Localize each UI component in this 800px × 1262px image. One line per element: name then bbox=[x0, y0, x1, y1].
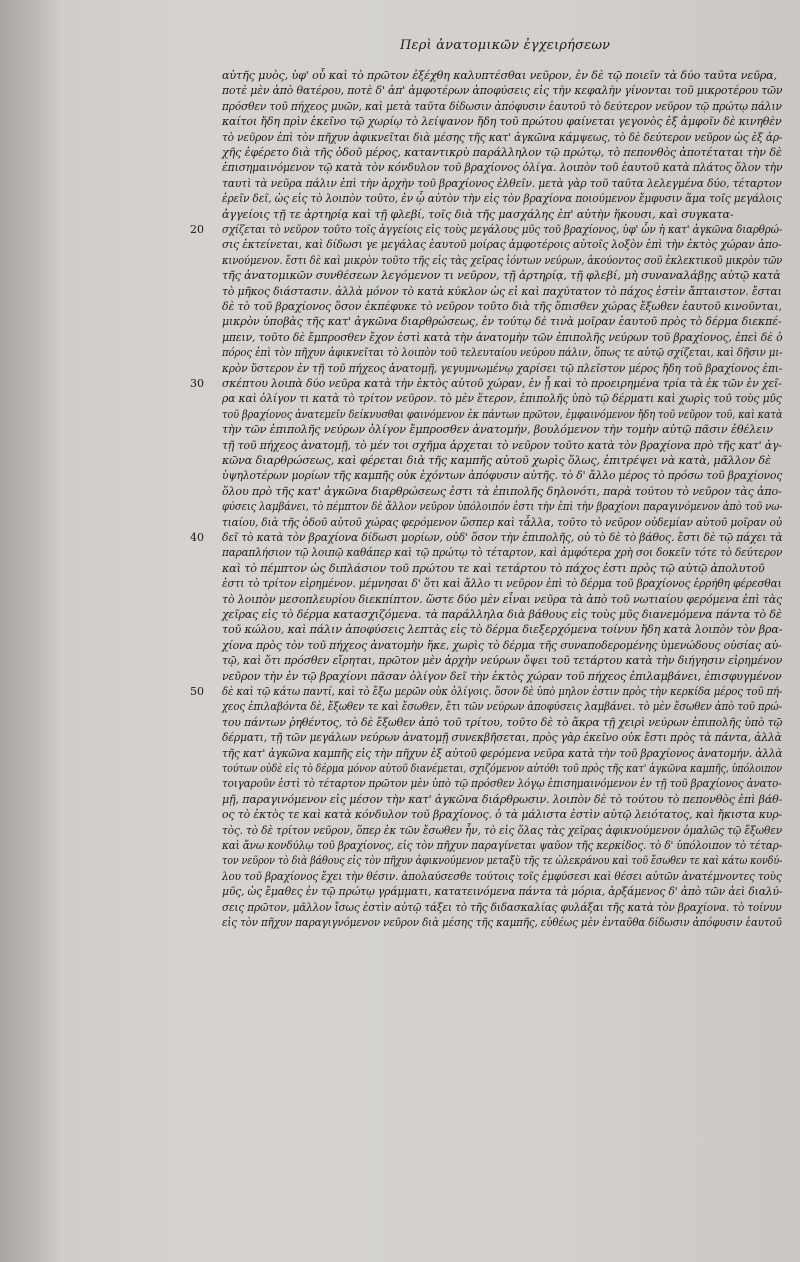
text-line: κινούμενον. ἔστι δὲ καὶ μικρὸν τοῦτο τῆς εἰς τὰς χεῖρας ἰόντων νεύρων, ἀκούοντος σοῦ ἐκλεκτικοῦ μικρὸν τῶν bbox=[222, 253, 783, 267]
text-line: δέρματι, τῇ τῶν μεγάλων νεύρων ἀνατομῇ συνεκβῆσεται, πρὸς γὰρ ἐκεῖνο οὐκ ἔστι πρὸς τὰ πάντα, ἀλλὰ bbox=[222, 731, 782, 745]
text-line: μικρὸν ὑποβὰς τῆς κατ' ἀγκῶνα διαρθρώσεως, ἐν τούτῳ δὲ τινὰ μοῖραν ἑαυτοῦ πρὸς τὸ δέρμα διεκπέ- bbox=[222, 315, 782, 329]
text-line: ποτὲ μὲν ἀπὸ θατέρου, ποτὲ δ' ἀπ' ἀμφοτέρων ἀποφύσεις εἰς τὴν κεφαλὴν γίνονται τοῦ μικροτέρου τῶν bbox=[222, 84, 783, 98]
line-number-marker: 50 bbox=[190, 685, 204, 698]
text-line: εἰς τὸν πῆχυν παραγιγνόμενον νεῦρον διὰ μέσης τῆς καμπῆς, εὐθέως μὲν ἐνταῦθα δίδωσιν ἀπόφυσιν ἑαυτοῦ bbox=[222, 916, 782, 929]
text-line: τὴν τῶν ἐπιπολῆς νεύρων ὀλίγον ἔμπροσθεν ἀνατομήν, βουλόμενον τὴν τομὴν αὐτῷ πᾶσιν ἐθέλειν bbox=[222, 423, 773, 437]
line-number-marker: 20 bbox=[190, 223, 204, 236]
text-line: ἐστι τὸ τρίτον εἰρημένον. μέμνησαι δ' ὅτι καὶ ἄλλο τι νεῦρον ἐπὶ τὸ δέρμα τοῦ βραχίονος ἐρρήθη φέρεσθαι bbox=[222, 577, 782, 591]
running-head: Περὶ ἀνατομικῶν ἐγχειρήσεων bbox=[400, 38, 611, 53]
text-line: κρὸν ὕστερον ἐν τῇ τοῦ πήχεος ἀνατομῇ, γεγυμνωμένῳ χαρίσει τῷ πλεῖστον μέρος ἤδη τοῦ βραχίονος ἐπι- bbox=[222, 361, 783, 375]
text-line: τῆς κατ' ἀγκῶνα καμπῆς εἰς τὴν πῆχυν ἐξ αὐτοῦ φερόμενα νεῦρα κατὰ τὴν τοῦ βραχίονος ἀνατομήν. ἀλλὰ bbox=[222, 746, 783, 760]
text-line: χεος ἐπιλαβόντα δὲ, ἔξωθεν τε καὶ ἔσωθεν, ἔτι τῶν νεύρων ἀποφύσεις λαμβάνει. τὸ μὲν ἔσωθεν ἀπὸ τοῦ πρώ- bbox=[222, 700, 782, 714]
text-line: ρα καὶ ὀλίγον τι κατὰ τὸ τρίτον νεῦρον. τὸ μὲν ἕτερον, ἐπιπολῆς ὑπὸ τῷ δέρματι καὶ χωρὶς τοῦ τοὺς μῦς bbox=[222, 392, 782, 406]
text-line: φύσεις λαμβάνει, τὸ πέμπτον δὲ ἄλλον νεῦρον ὑπόλοιπόν ἐστι τὴν ἐπὶ τὴν βραχίονι παραγινόμενον ἀπὸ τοῦ νω- bbox=[222, 500, 783, 514]
text-line: χίονα πρὸς τὸν τοῦ πήχεος ἀνατομὴν ἥκε, χωρὶς τὸ δέρμα τῆς συναποδερομένης ὑμενώδους οὐσίας αὐ- bbox=[222, 638, 782, 652]
text-line: ὅλου πρὸ τῆς κατ' ἀγκῶνα διαρθρώσεως ἐστι τὰ ἐπιπολῆς δηλονότι, παρὰ τούτου τὸ νεῦρον τὰς ἀπο- bbox=[222, 484, 782, 498]
text-line: ἀγγείοις τῇ τε ἀρτηρίᾳ καὶ τῇ φλεβί, τοῖς διὰ τῆς μασχάλης ἐπ' αὐτὴν ἥκουσι, καὶ συγκατα- bbox=[222, 207, 734, 221]
text-line: καίτοι ἤδη πρὶν ἐκεῖνο τῷ χωρίῳ τὸ λείψανον ἤδη τοῦ πρώτου φαίνεται γεγονὸς ἐξ ἀμφοῖν δὲ κινηθὲν bbox=[222, 115, 782, 129]
text-line: τὸς. τὸ δὲ τρίτον νεῦρον, ὅπερ ἐκ τῶν ἔσωθεν ἦν, τὸ εἰς ὅλας τὰς χεῖρας ἀφικνούμενον ὁμαλῶς τῷ ἔξωθεν bbox=[222, 823, 782, 837]
text-line: τούτων οὐδὲ εἰς τὸ δέρμα μόνον αὐτοῦ διανέμεται, σχιζόμενον αὐτόθι τοῦ πρὸς τῆς κατ' ἀγκῶνα καμπῆς, ὑπόλοιπον bbox=[222, 762, 782, 775]
text-line: ἐπισημαινόμενον τῷ κατὰ τὸν κόνδυλον τοῦ βραχίονος ὀλίγα. λοιπὸν τοῦ ἑαυτοῦ κατὰ πλάτος ὅλον τὴν bbox=[222, 161, 783, 175]
text-line: σις ἐκτείνεται, καὶ δίδωσι γε μεγάλας ἑαυτοῦ μοίρας ἀμφοτέροις αὐτοῖς λοξὸν ἐπὶ τὴν ἐκτὸς χώραν ἀπο- bbox=[222, 238, 782, 252]
text-line: σχίζεται τὸ νεῦρον τοῦτο τοῖς ἀγγείοις εἰς τοὺς μεγάλους μῦς τοῦ βραχίονος, ὑφ' ὧν ἡ κατ' ἀγκῶνα διαρθρώ- bbox=[222, 223, 783, 236]
text-line: χῆς ἐφέρετο διὰ τῆς ὁδοῦ μέρος, καταντικρὺ παράλληλον τῷ πρώτῳ, τὸ πεπονθὸς ἀποτέταται τὴν δὲ bbox=[222, 146, 782, 159]
text-line: χεῖρας εἰς τὸ δέρμα κατασχιζόμενα. τὰ παράλληλα διὰ βάθους εἰς τοὺς μῦς διανεμόμενα πάντα τὸ δὲ bbox=[222, 608, 782, 621]
text-line: τὸ λοιπὸν μεσοπλευρίου διεκπίπτον. ὥστε δύο μὲν εἶναι νεῦρα τὰ ἀπὸ τοῦ νωτιαίου φερόμενα ἐπὶ τὰς bbox=[222, 592, 783, 606]
text-line: λου τοῦ βραχίονος ἔχει τὴν θέσιν. ἀπολαύσεσθε τούτοις τοῖς ἐμφύσεσι καὶ θέσει αὐτῶν ἀνατέμνοντες τοὺς bbox=[222, 869, 782, 883]
text-line: τιαίου, διὰ τῆς ὁδοῦ αὐτοῦ χώρας φερόμενον ὥσπερ καὶ τἆλλα, τοῦτο τὸ νεῦρον οὐδεμίαν αὐτοῦ μοῖραν οὐ bbox=[222, 515, 783, 529]
text-line: τοῦ βραχίονος ἀνατεμεῖν δείκνυσθαι φαινόμενον ἐκ πάντων πρῶτον, ἐμφαινόμενον ἤδη τοῦ νεῦρον τοῦ, καὶ κατὰ bbox=[222, 407, 783, 421]
text-line: ἐρεῖν δεῖ, ὡς εἰς τὸ λοιπὸν τοῦτο, ἐν ᾧ αὐτὸν τὴν εἰς τὸν βραχίονα ποιούμενον ἔμφυσιν ἅμα τοῖς μεγάλοις bbox=[222, 192, 782, 206]
text-line: τῇ τοῦ πήχεος ἀνατομῇ, τὸ μέν τοι σχῆμα ἀρχεται τὸ νεῦρον τοῦτο κατὰ τὸν βραχίονα πρὸ τῆς κατ' ἀγ- bbox=[222, 438, 782, 452]
text-line: ὑψηλοτέρων μορίων τῆς καμπῆς οὐκ ἐχόντων ἀπόφυσιν αὐτῆς. τὸ δ' ἄλλο μέρος τὸ πρόσω τοῦ βραχίονος bbox=[222, 469, 783, 483]
text-line: τον νεῦρον τὸ διὰ βάθους εἰς τὸν πῆχυν ἀφικνούμενον μεταξὺ τῆς τε ὠλεκράνου καὶ τοῦ ἔσωθεν τε καὶ κάτω κονδύ- bbox=[222, 854, 783, 868]
text-line: καὶ τὸ πέμπτον ὡς διπλάσιον τοῦ πρώτου τε καὶ τετάρτου τὸ πάχος ἐστι πρὸς τῷ αὐτῷ ἀπολυτοῦ bbox=[222, 561, 765, 575]
text-line: τῆς ἀνατομικῶν συνθέσεων λεγόμενον τι νεῦρον, τῇ ἀρτηρίᾳ, τῇ φλεβί, μὴ συναναλάβῃς αὐτῷ κατὰ bbox=[222, 269, 781, 283]
text-line: σεις πρῶτον, μᾶλλον ἴσως ἐστὶν αὐτῷ τάξει τὸ τῆς διδασκαλίας φυλάξαι τῆς κατὰ τὸν βραχίονα. τὸ τοίνυν bbox=[222, 900, 782, 914]
text-line: πόρος ἐπὶ τὸν πῆχυν ἀφικνεῖται τὸ λοιπὸν τοῦ τελευταίου νεύρου πάλιν, ὅπως τε αὐτῷ σχίζεται, καὶ δῆσιν μι- bbox=[222, 346, 783, 360]
text-line: αὐτῆς μυὸς, ὑφ' οὗ καὶ τὸ πρῶτον ἐξέχθη καλυπτέσθαι νεῦρον, ἐν δὲ τῷ ποιεῖν τὰ δύο ταῦτα νεῦρα, bbox=[222, 69, 777, 82]
text-line: σκέπτου λοιπὰ δύο νεῦρα κατὰ τὴν ἐκτὸς αὐτοῦ χώραν, ἐν ᾗ καὶ τὸ προειρημένα τρία τὰ ἐκ τῶν ἐν χεῖ- bbox=[222, 377, 782, 390]
page-gutter-shadow bbox=[0, 0, 60, 1262]
text-line: παραπλήσιον τῷ λοιπῷ καθάπερ καὶ τῷ πρώτῳ τὸ τέταρτον, καὶ ἀμφότερα χρὴ σοι δοκεῖν τότε τὸ δεύτερον bbox=[222, 546, 783, 560]
line-number-marker: 40 bbox=[190, 531, 204, 544]
text-line: δὲ τὸ τοῦ βραχίονος ὅσον ἐκπέφυκε τὸ νεῦρον τοῦτο διὰ τῆς ὅπισθεν χώρας ἔξωθεν ἑαυτοῦ κινοῦνται, bbox=[222, 300, 782, 313]
text-line: τοιγαροῦν ἐστὶ τὸ τέταρτον πρῶτον μὲν ὑπὸ τῷ πρόσθεν λόγῳ ἐπισημαινόμενον ἐν τῇ τοῦ βραχίονος ἀνατο- bbox=[222, 777, 782, 791]
text-line: κῶνα διαρθρώσεως, καὶ φέρεται διὰ τῆς καμπῆς αὐτοῦ χωρὶς ὅλως, ἐπιτρέψει νὰ κατὰ, μᾶλλον δὲ bbox=[222, 454, 771, 467]
text-line: του πάντων ῥηθέντος, τὸ δὲ ἔξωθεν ἀπὸ τοῦ τρίτου, τοῦτο δὲ τὸ ἄκρα τῇ χειρὶ νεύρων ἐπιπολῆς ὑπὸ τῷ bbox=[222, 715, 783, 729]
line-number-marker: 30 bbox=[190, 377, 204, 390]
text-line: δὲ καὶ τῷ κάτω παντί, καὶ τὸ ἔξω μερῶν οὐκ ὀλίγοις. ὅσον δὲ ὑπὸ μηλον ἐστιν πρὸς τὴν κερκίδα μέρος τοῦ πή- bbox=[222, 685, 783, 698]
text-line: μῇ, παραγινόμενον εἰς μέσον τὴν κατ' ἀγκῶνα διάρθρωσιν. λοιπὸν δὲ τὸ τούτου τὸ πεπονθὸς ἐπὶ βάθ- bbox=[222, 792, 783, 806]
text-line: καὶ ἄνω κονδύλῳ τοῦ βραχίονος, εἰς τὸν πῆχυν παραγίνεται ψαῦον τῆς κερκίδος. τὸ δ' ὑπόλοιπον τὸ τέταρ- bbox=[222, 839, 783, 852]
text-line: ταυτὶ τὰ νεῦρα πάλιν ἐπὶ τὴν ἀρχὴν τοῦ βραχίονος ἐλθεῖν. μετὰ γὰρ τοῦ ταῦτα λελεγμένα δύο, τέταρτον bbox=[222, 176, 782, 190]
text-line: δεῖ τὸ κατὰ τὸν βραχίονα δίδωσι μορίων, οὐδ' ὅσον τὴν ἐπιπολῆς, οὐ τὸ δὲ τὸ βάθος. ἔστι δὲ τῷ πάχει τὰ bbox=[222, 531, 783, 544]
text-line: πρόσθεν τοῦ πήχεος μυῶν, καὶ μετὰ ταῦτα δίδωσιν ἀπόφυσιν ἑαυτοῦ τὸ δεύτερον νεῦρον τῷ πρώτῳ πάλιν bbox=[222, 99, 782, 113]
text-line: μπειν, τοῦτο δὲ ἔμπροσθεν ἔχον ἐστὶ κατὰ τὴν ἀνατομὴν τῶν ἐπιπολῆς νεύρων τοῦ βραχίονος, ἐπεὶ δὲ ὁ bbox=[222, 330, 783, 344]
text-line: τὸ νεῦρον ἐπὶ τὸν πῆχυν ἀφικνεῖται διὰ μέσης τῆς κατ' ἀγκῶνα κάμψεως, τὸ δὲ δεύτερον νεῦρον ὡς ἐξ ἀρ- bbox=[222, 130, 783, 144]
text-line: τὸ μῆκος διάστασιν. ἀλλὰ μόνον τὸ κατὰ κύκλον ὡς εἰ καὶ παχύτατον τὸ πάχος ἐστὶν ἄπταιστον. ἔσται bbox=[222, 284, 782, 298]
text-line: τῷ, καὶ ὅτι πρόσθεν εἴρηται, πρῶτον μὲν ἀρχὴν νεύρων ὄψει τοῦ τετάρτου κατὰ τὴν διήγησιν εἰρημένον bbox=[222, 654, 783, 668]
text-line: τοῦ κώλου, καὶ πάλιν ἀποφύσεις λεπτὰς εἰς τὸ δέρμα διεξερχόμενα τοίνυν ἤδη κατὰ λοιπὸν τὸν βρα- bbox=[222, 623, 783, 637]
text-line: νεῦρον τὴν ἐν τῷ βραχίονι πᾶσαν ὀλίγον δεῖ τὴν ἐκτὸς χώραν τοῦ πήχεος ἐπιλαμβάνει, ἐπισφυγμένον bbox=[222, 669, 782, 683]
text-line: μῦς, ὡς ἔμαθες ἐν τῷ πρώτῳ γράμματι, κατατεινόμενα πάντα τὰ μόρια, ἀρξάμενος δ' ἀπὸ τῶν ἀεὶ διαλύ- bbox=[222, 885, 783, 899]
text-line: ος τὸ ἐκτὸς τε καὶ κατὰ κόνδυλον τοῦ βραχίονος. ὁ τὰ μάλιστα ἐστὶν αὐτῷ λειότατος, καὶ ἤκιστα κυρ- bbox=[222, 808, 783, 822]
greek-text-block bbox=[222, 68, 783, 929]
